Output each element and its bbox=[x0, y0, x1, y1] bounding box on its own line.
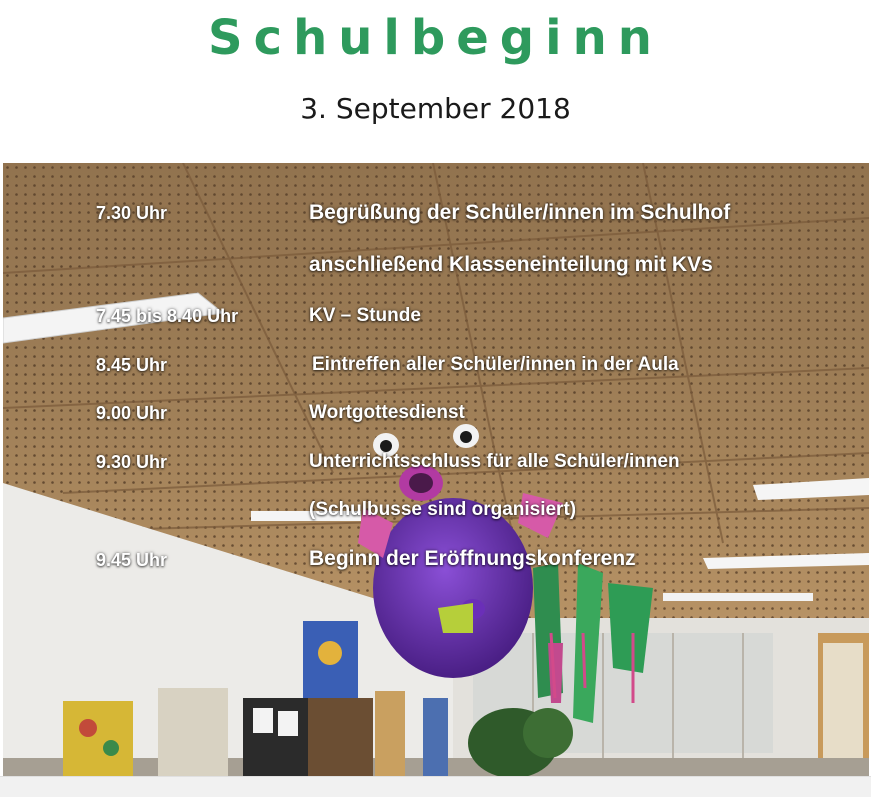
schedule-text: Unterrichtsschluss für alle Schüler/innen bbox=[309, 451, 680, 472]
schedule-text: KV – Stunde bbox=[309, 305, 421, 326]
event-date: 3. September 2018 bbox=[300, 92, 571, 125]
schedule-time: 7.30 Uhr bbox=[96, 203, 168, 223]
schedule bbox=[3, 163, 869, 776]
schedule-text: Begrüßung der Schüler/innen im Schulhof bbox=[309, 201, 731, 224]
schedule-time: 7.45 bis 8.40 Uhr bbox=[96, 306, 239, 326]
page-title: Schulbeginn bbox=[208, 10, 663, 66]
background-photo bbox=[3, 163, 869, 776]
schedule-text: (Schulbusse sind organisiert) bbox=[309, 499, 577, 520]
schedule-text: anschließend Klasseneinteilung mit KVs bbox=[309, 253, 713, 276]
schedule-text: Wortgottesdienst bbox=[309, 402, 465, 423]
schedule-time: 9.45 Uhr bbox=[96, 550, 168, 570]
schedule-time: 9.30 Uhr bbox=[96, 452, 168, 472]
footer-bar bbox=[0, 776, 871, 797]
schedule-text: Eintreffen aller Schüler/innen in der Aula bbox=[312, 354, 679, 375]
schedule-text: Beginn der Eröffnungskonferenz bbox=[309, 547, 636, 570]
schedule-time: 9.00 Uhr bbox=[96, 403, 168, 423]
schedule-time: 8.45 Uhr bbox=[96, 355, 168, 375]
